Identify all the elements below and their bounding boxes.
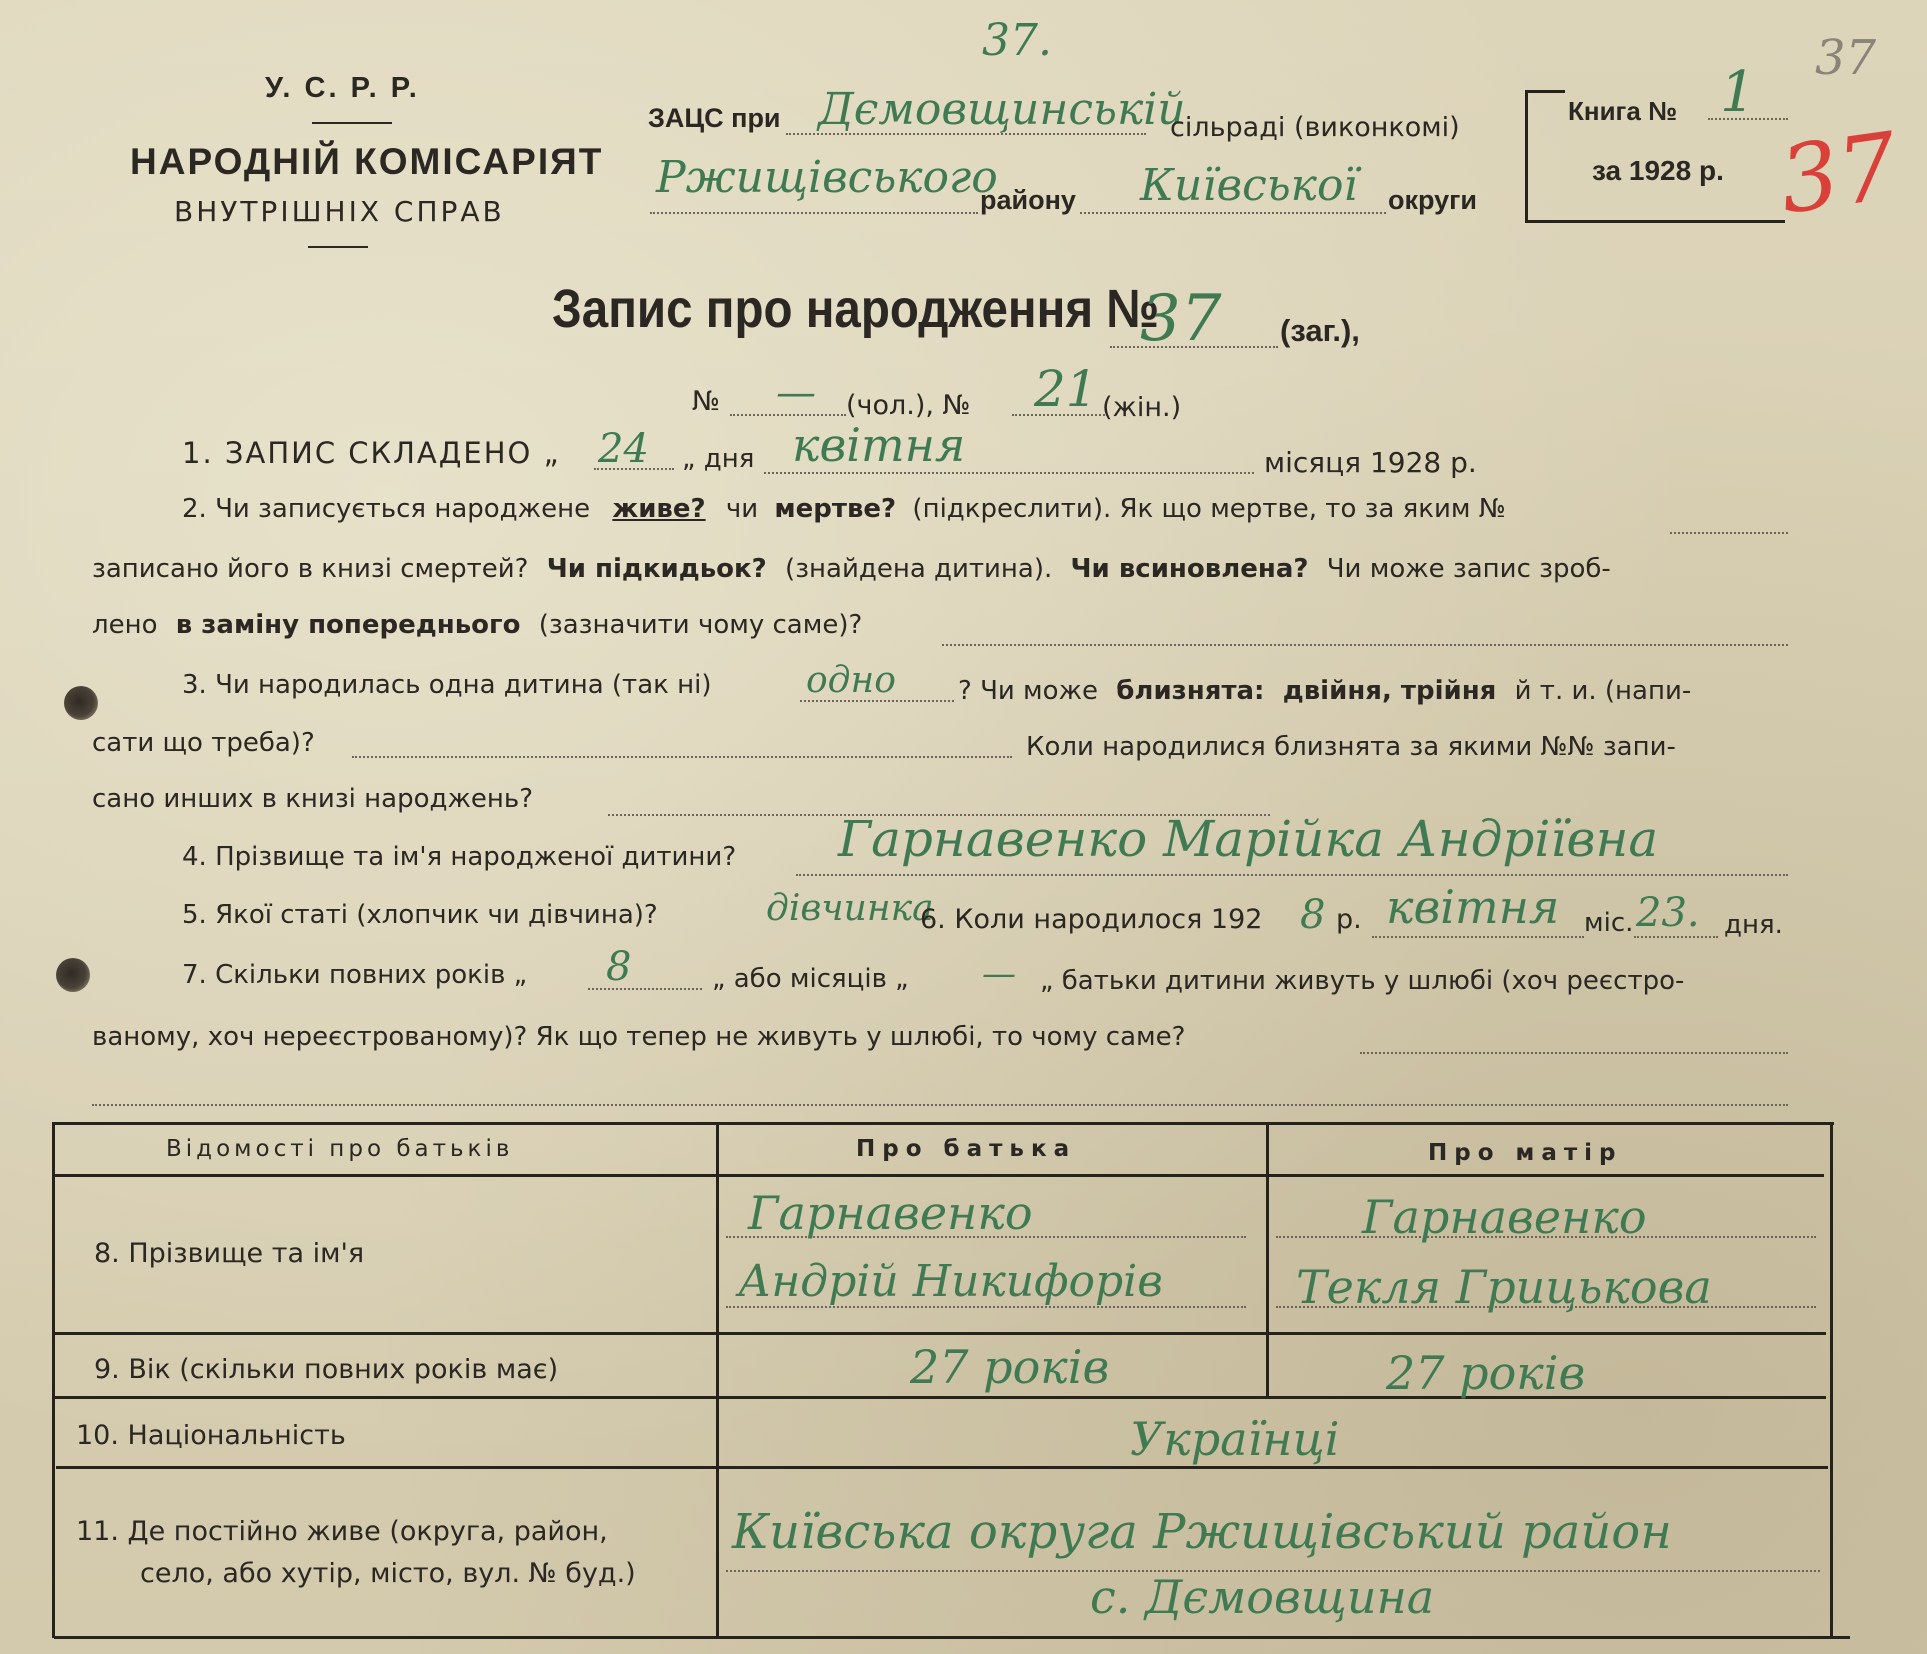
- q2-line3-a: лено: [92, 610, 158, 640]
- record-title: Запис про народження №: [552, 279, 1160, 339]
- row9-father-age: 27 років: [910, 1340, 1110, 1394]
- q7-months-label: „ або місяців „: [712, 964, 909, 994]
- q1-day-label: „ дня: [682, 444, 755, 474]
- q5-label: 5. Якої статі (хлопчик чи дівчина)?: [182, 900, 658, 930]
- q3-line2-b: Коли народилися близнята за якими №№ запи-: [1026, 732, 1676, 762]
- table-top: [52, 1122, 1834, 1125]
- punch-hole-upper: [64, 686, 98, 720]
- female-no-label: (жін.): [1102, 392, 1182, 423]
- q2-line3-b: (зазначити чому саме)?: [538, 610, 863, 640]
- head-parents-info: Відомості про батьків: [166, 1136, 514, 1162]
- red-record-number: 37: [1773, 112, 1904, 235]
- q1-month-line: [764, 472, 1254, 474]
- q2-adopted: Чи всиновлена?: [1070, 554, 1309, 584]
- punch-hole-lower: [56, 958, 90, 992]
- row11-value-2: с. Дємовщина: [1090, 1570, 1435, 1624]
- okrug-value: Київської: [1140, 160, 1358, 211]
- book-label: Книга №: [1568, 96, 1678, 126]
- table-left: [52, 1122, 55, 1638]
- record-number-value: 37: [1140, 282, 1222, 356]
- q6-day-value: 23.: [1636, 890, 1700, 936]
- q6-month-line: [1372, 936, 1584, 938]
- q2-line1: [182, 494, 1506, 524]
- top-record-number: 37.: [982, 15, 1052, 66]
- q3-text-b: ? Чи може: [958, 676, 1098, 706]
- q7-months-value: —: [982, 954, 1016, 994]
- q7-reason-line: [1360, 1052, 1788, 1054]
- q3-line3: сано инших в книзі народжень?: [92, 784, 533, 814]
- q2-text-c: (підкреслити). Як що мертве, то за яким №: [912, 494, 1506, 524]
- row10-value: Українці: [1130, 1412, 1340, 1466]
- q4-label: 4. Прізвище та ім'я народженої дитини?: [182, 842, 737, 872]
- table-bottom: [54, 1636, 1850, 1639]
- table-right: [1830, 1122, 1833, 1638]
- row8-label: 8. Прізвище та ім'я: [94, 1238, 365, 1269]
- female-no-value: 21: [1034, 360, 1098, 418]
- q7-line2: ваному, хоч нереєстрованому)? Як що тепер не живуть у шлюбі, то чому саме?: [92, 1022, 1186, 1052]
- row11-label-1: 11. Де постійно живе (округа, район,: [76, 1516, 608, 1547]
- book-line: [1708, 118, 1788, 120]
- q2-number-line: [1670, 532, 1788, 534]
- head-mother: Про матір: [1428, 1140, 1623, 1166]
- row8-father-name: Андрій Никифорів: [738, 1256, 1163, 1307]
- q2-line2: [92, 554, 1611, 584]
- q6-year-value: 8: [1300, 892, 1326, 938]
- q7-reason-line-2: [92, 1104, 1788, 1106]
- district-label: району: [980, 185, 1076, 215]
- table-row8-bottom: [54, 1332, 1826, 1335]
- male-no-label: (чол.), №: [846, 390, 971, 421]
- table-col2: [1266, 1122, 1269, 1396]
- row9-mother-age: 27 років: [1386, 1346, 1586, 1400]
- q3-value: одно: [806, 660, 896, 701]
- q6-month-value: квітня: [1386, 880, 1560, 934]
- q3-line1-tail: [958, 676, 1691, 706]
- q7-tail: „ батьки дитини живуть у шлюбі (хоч реєстро-: [1040, 966, 1685, 996]
- q7-years-value: 8: [606, 944, 632, 990]
- header-divider-1: [312, 122, 392, 124]
- q6-month-label: міс.: [1584, 908, 1634, 938]
- row8-mother-name: Текля Грицькова: [1296, 1260, 1712, 1314]
- okrug-label: округи: [1388, 185, 1478, 215]
- q4-line: [796, 874, 1788, 876]
- q1-label: 1. ЗАПИС СКЛАДЕНО „: [182, 436, 561, 470]
- male-no-value: —: [776, 370, 816, 416]
- row8-father-surname: Гарнавенко: [748, 1186, 1033, 1240]
- q3-text-a: 3. Чи народилась одна дитина (так ні): [182, 670, 712, 700]
- q6-label: 6. Коли народилося 192: [920, 904, 1263, 935]
- q2-dead: мертве?: [774, 494, 897, 524]
- q2-replacement: в заміну попереднього: [175, 610, 521, 640]
- row11-label-2: село, або хутір, місто, вул. № буд.): [140, 1558, 636, 1589]
- q2-text-b: чи: [725, 494, 759, 524]
- row11-value-1: Київська округа Ржищівський район: [732, 1504, 1672, 1560]
- q1-month-label: місяця 1928 р.: [1264, 446, 1477, 479]
- table-col1: [716, 1122, 719, 1638]
- q6-year-suffix: р.: [1336, 904, 1362, 935]
- header-divider-2: [308, 246, 368, 248]
- q4-value: Гарнавенко Марійка Андріївна: [838, 810, 1659, 868]
- q1-day-value: 24: [598, 426, 649, 472]
- sub-no-label: №: [692, 386, 721, 417]
- book-box-bottom: [1525, 220, 1785, 223]
- q2-alive: живе?: [612, 494, 706, 524]
- book-box-top: [1525, 90, 1565, 93]
- q2-text-a: 2. Чи записується народжене: [182, 494, 591, 524]
- book-number: 1: [1720, 60, 1756, 125]
- row9-label: 9. Вік (скільки повних років має): [94, 1354, 559, 1385]
- q2-line2-c: Чи може запис зроб-: [1326, 554, 1611, 584]
- record-number-suffix: (заг.),: [1280, 313, 1360, 348]
- table-row10-bottom: [56, 1466, 1828, 1469]
- ussr-label: У. С. Р. Р.: [265, 72, 420, 104]
- q2-line3: [92, 610, 862, 640]
- q1-month-value: квітня: [792, 418, 966, 472]
- book-year: за 1928 р.: [1592, 155, 1724, 186]
- okrug-line: [1080, 212, 1386, 214]
- q6-day-label: дня.: [1724, 910, 1783, 940]
- district-line: [650, 212, 978, 214]
- commissariat-label: НАРОДНІЙ КОМІСАРІЯТ: [130, 141, 604, 182]
- internal-affairs-label: ВНУТРІШНІХ СПРАВ: [174, 195, 505, 228]
- row8-mother-surname: Гарнавенко: [1362, 1190, 1647, 1244]
- q3-line2-fill: [352, 756, 1012, 758]
- corner-pencil-number: 37: [1815, 30, 1877, 86]
- q2-line2-b: (знайдена дитина).: [785, 554, 1053, 584]
- zags-label: ЗАЦС при: [648, 103, 781, 133]
- q3-twins: близнята:: [1116, 676, 1265, 706]
- book-box-left: [1525, 92, 1528, 222]
- row10-label: 10. Національність: [76, 1420, 346, 1451]
- q3-line2-a: сати що треба)?: [92, 728, 315, 758]
- q7-label: 7. Скільки повних років „: [182, 960, 528, 990]
- q5-value: дівчинка: [766, 888, 934, 929]
- district-value: Ржищівського: [656, 152, 998, 203]
- q6-day-line: [1634, 936, 1718, 938]
- q2-line2-a: записано його в книзі смертей?: [92, 554, 529, 584]
- q3-kinds: двійня, трійня: [1282, 676, 1497, 706]
- table-head-bottom: [52, 1174, 1824, 1177]
- q2-reason-line: [942, 644, 1788, 646]
- q2-foundling: Чи підкидьок?: [546, 554, 767, 584]
- head-father: Про батька: [856, 1136, 1077, 1162]
- village-value: Дємовщинській: [818, 84, 1186, 135]
- council-label: сільраді (виконкомі): [1170, 112, 1460, 143]
- q3-text-c: й т. и. (напи-: [1514, 676, 1692, 706]
